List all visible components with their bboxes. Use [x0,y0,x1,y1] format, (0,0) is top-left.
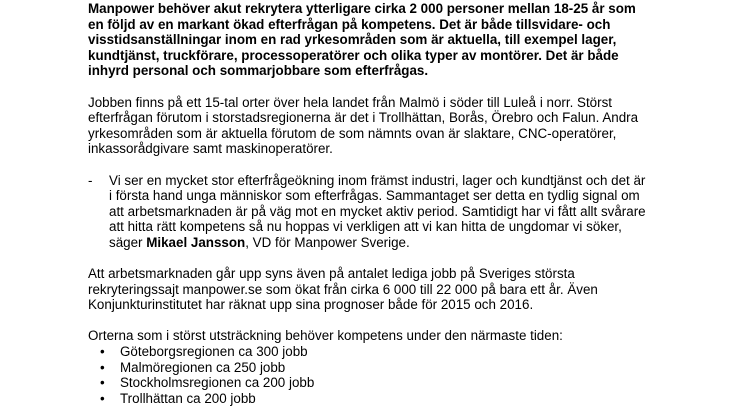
quote-dash: - [88,172,93,188]
bullet-icon: • [100,375,105,391]
quote-text: Vi ser en mycket stor efterfrågeökning inom främst industri, lager och kundtjänst och det är i första hand unga människor som efterfrågas. Sammantaget ser detta en tydlig signal om att arbetsmarknaden är på väg mot en mycket aktiv period. Samtidigt har vi fått allt svårare att hitta rätt kompetens så nu hoppas vi verkligen att vi kan hitta de ungdomar vi söker, säger [109,172,646,250]
paragraph-spacer [88,157,648,173]
bullet-icon: • [100,344,105,360]
quote-block [88,173,648,251]
list-item-label: Göteborgsregionen ca 300 jobb [120,344,308,360]
list-item [88,391,648,407]
list-item [88,360,648,376]
body-paragraph-market: Att arbetsmarknaden går upp syns även på antalet lediga jobb på Sveriges största rekryteringssajt manpower.se som ökat från cirka 6 000 till 22 000 på bara ett år. Även Konjunkturinstitutet har räknat upp sina prognoser både för 2015 och 2016. [88,266,598,313]
quote-attribution: , VD för Manpower Sverige. [245,234,410,250]
list-item-label: Trollhättan ca 200 jobb [120,390,256,406]
bullet-icon: • [100,359,105,375]
list-item [88,344,648,360]
quote-speaker: Mikael Jansson [146,234,246,250]
body-paragraph-locations: Jobben finns på ett 15-tal orter över hela landet från Malmö i söder till Luleå i norr. Störst efterfrågan förutom i storstadsregionerna är det i Trollhättan, Borås, Örebro och Falun. Andra yrkesområden som är aktuella förutom de som nämnts ovan är slaktare, CNC-operatörer, inkassorådgivare samt maskinoperatörer. [88,94,639,157]
document-page [88,1,648,406]
regions-list [88,344,648,406]
paragraph-spacer [88,313,648,329]
paragraph-spacer [88,79,648,95]
list-item-label: Malmöregionen ca 250 jobb [120,359,286,375]
list-item [88,375,648,391]
paragraph-spacer [88,251,648,267]
bullet-icon: • [100,390,105,406]
lead-paragraph: Manpower behöver akut rekrytera ytterligare cirka 2 000 personer mellan 18-25 år som en följd av en markant ökad efterfrågan på kompetens. Det är både tillsvidare- och visstidsanställningar inom en rad yrkesområden som är aktuella, till exempel lager, kundtjänst, truckförare, processoperatörer och olika typer av montörer. Det är både inhyrd personal och sommarjobbare som efterfrågas. [88,1,636,79]
list-item-label: Stockholmsregionen ca 200 jobb [120,375,315,391]
list-intro: Orterna som i störst utsträckning behöver kompetens under den närmaste tiden: [88,328,563,344]
